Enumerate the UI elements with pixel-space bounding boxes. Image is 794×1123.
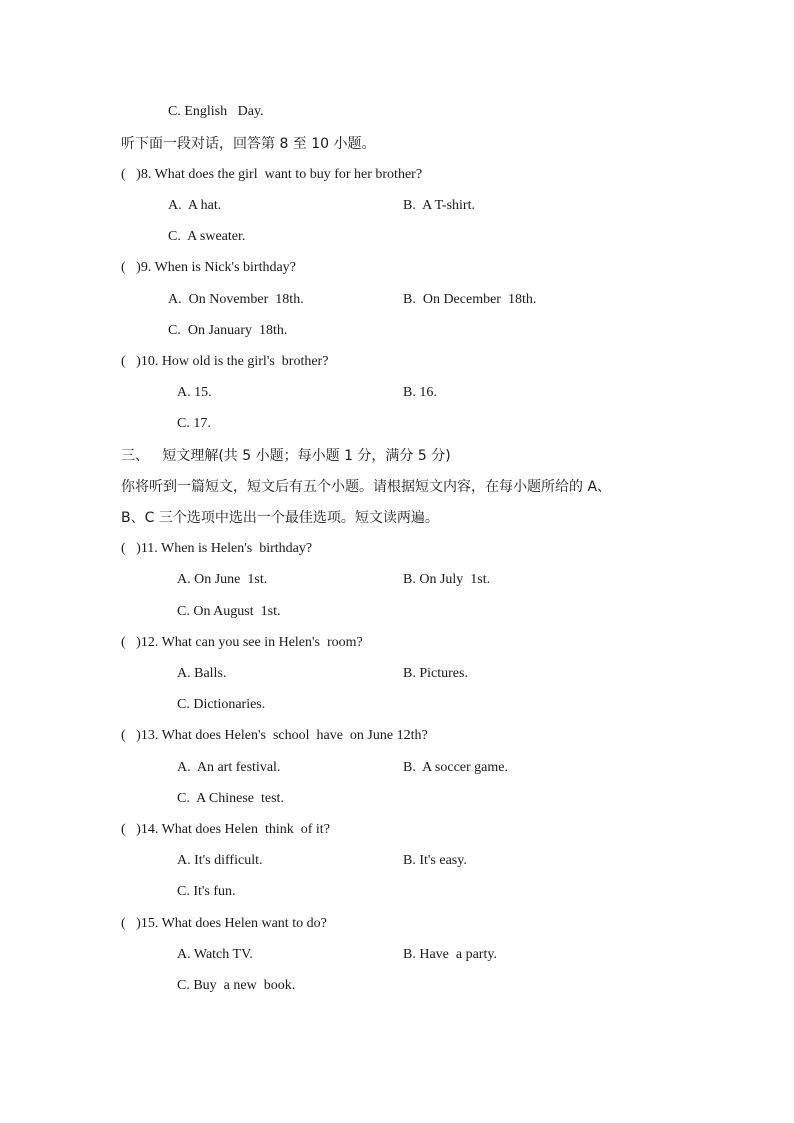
q14-option-b: B. It's easy. (403, 853, 467, 868)
section-instruction-q8-10: 听下面一段对话，回答第 8 至 10 小题。 (121, 136, 376, 152)
section-3-title: 三、 短文理解(共 5 小题；每小题 1 分，满分 5 分) (121, 448, 451, 464)
q8-option-a: A. A hat. (168, 198, 222, 213)
question-14: ( )14. What does Helen think of it? (121, 822, 330, 837)
question-13: ( )13. What does Helen's school have on June 12th? (121, 728, 428, 743)
q13-option-c: C. A Chinese test. (177, 791, 284, 806)
q11-option-a: A. On June 1st. (177, 572, 268, 587)
q14-option-a: A. It's difficult. (177, 853, 263, 868)
q11-option-b: B. On July 1st. (403, 572, 491, 587)
q8-option-c: C. A sweater. (168, 229, 246, 244)
q9-option-b: B. On December 18th. (403, 292, 537, 307)
q9-option-c: C. On January 18th. (168, 323, 288, 338)
question-8: ( )8. What does the girl want to buy for her brother? (121, 167, 423, 182)
question-11: ( )11. When is Helen's birthday? (121, 541, 313, 556)
q15-option-a: A. Watch TV. (177, 947, 253, 962)
q10-option-c: C. 17. (177, 416, 211, 431)
question-12: ( )12. What can you see in Helen's room? (121, 635, 363, 650)
q13-option-b: B. A soccer game. (403, 760, 508, 775)
section-3-instruction-line1: 你将听到一篇短文，短文后有五个小题。请根据短文内容，在每小题所给的 A、 (121, 479, 612, 495)
q13-option-a: A. An art festival. (177, 760, 281, 775)
q10-option-a: A. 15. (177, 385, 212, 400)
section-3-instruction-line2: B、C 三个选项中选出一个最佳选项。短文读两遍。 (121, 510, 439, 526)
q14-option-c: C. It's fun. (177, 884, 236, 899)
question-15: ( )15. What does Helen want to do? (121, 916, 327, 931)
question-9: ( )9. When is Nick's birthday? (121, 260, 296, 275)
q12-option-b: B. Pictures. (403, 666, 468, 681)
q8-option-b: B. A T-shirt. (403, 198, 475, 213)
q9-option-a: A. On November 18th. (168, 292, 304, 307)
q7-option-c: C. English Day. (168, 104, 264, 119)
q15-option-b: B. Have a party. (403, 947, 497, 962)
q12-option-a: A. Balls. (177, 666, 227, 681)
q15-option-c: C. Buy a new book. (177, 978, 296, 993)
q11-option-c: C. On August 1st. (177, 604, 281, 619)
q10-option-b: B. 16. (403, 385, 437, 400)
q12-option-c: C. Dictionaries. (177, 697, 266, 712)
question-10: ( )10. How old is the girl's brother? (121, 354, 329, 369)
